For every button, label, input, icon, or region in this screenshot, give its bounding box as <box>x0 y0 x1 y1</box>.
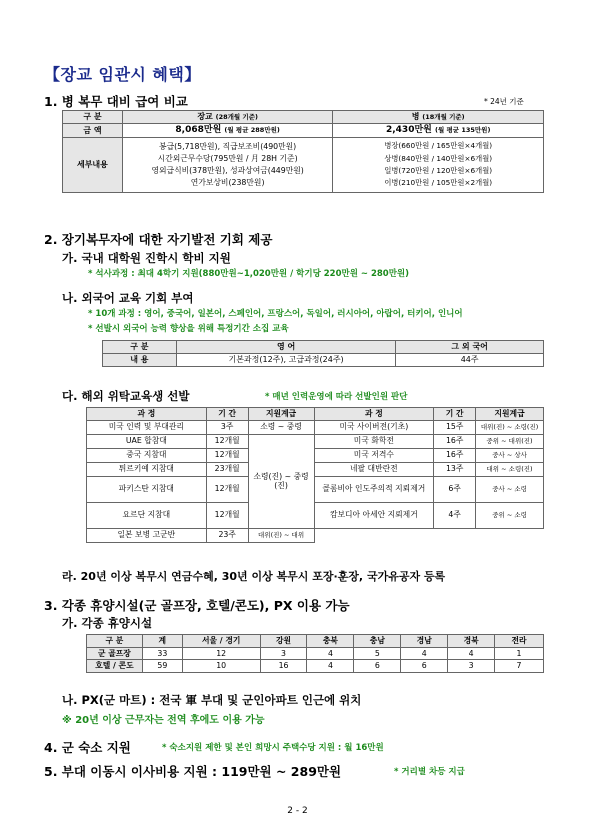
lang-header-english: 영 어 <box>176 341 395 354</box>
overseas-period: 4주 <box>434 502 476 528</box>
resort-cell: 12 <box>182 647 260 660</box>
overseas-course: 중국 지참대 <box>87 448 207 462</box>
overseas-rank: 중위 ~ 대위(진) <box>476 434 544 448</box>
resort-cell: 59 <box>142 660 182 673</box>
section-5-note: * 거리별 차등 지급 <box>394 767 465 777</box>
overseas-course: 콜롬비아 인도주의적 지뢰제거 <box>314 476 434 502</box>
section-2c-note: * 매년 인력운영에 따라 선발인원 판단 <box>265 392 408 402</box>
section-2c-heading: 다. 해외 위탁교육생 선발 <box>62 389 190 403</box>
soldier-amount: 2,430만원 (월 평균 135만원) <box>333 124 544 138</box>
resort-header: 구 분 <box>87 635 143 648</box>
overseas-period: 13주 <box>434 462 476 476</box>
section-2b-note1: * 10개 과정 : 영어, 중국어, 일본어, 스페인어, 프랑스어, 독일어, 러시아어, 아랍어, 터키어, 인니어 <box>88 309 463 319</box>
overseas-period: 15주 <box>434 420 476 434</box>
overseas-course: UAE 합참대 <box>87 434 207 448</box>
overseas-table <box>86 407 544 543</box>
overseas-period: 23개월 <box>206 462 248 476</box>
salary-table <box>62 110 544 193</box>
officer-details <box>122 138 333 193</box>
overseas-course: 미국 저격수 <box>314 448 434 462</box>
resort-cell: 33 <box>142 647 182 660</box>
section-4-heading: 4. 군 숙소 지원 <box>44 740 131 755</box>
lang-row-label: 내 용 <box>103 354 177 367</box>
section-3b-heading: 나. PX(군 마트) : 전국 軍 부대 및 군인아파트 인근에 위치 <box>62 693 362 707</box>
language-table <box>102 340 544 367</box>
resort-cell: 3 <box>448 660 495 673</box>
page-title: 【장교 임관시 혜택】 <box>44 65 201 84</box>
section-2a-note: * 석사과정 : 최대 4학기 지원(880만원~1,020만원 / 학기당 220만원 ~ 280만원) <box>88 269 410 279</box>
overseas-course: 캄보디아 아세안 지뢰제거 <box>314 502 434 528</box>
soldier-detail-line: 일병(720만원 / 120만원×6개월) <box>384 166 493 176</box>
overseas-header: 기 간 <box>206 408 248 421</box>
soldier-detail-line: 상병(840만원 / 140만원×6개월) <box>384 153 493 163</box>
soldier-detail-line: 병장(660만원 / 165만원×4개월) <box>384 141 493 151</box>
resort-cell: 6 <box>354 660 401 673</box>
officer-detail-line: 시간외근무수당(795만원 / 月 28H 기준) <box>157 153 298 163</box>
resort-header: 충북 <box>307 635 354 648</box>
overseas-header: 과 정 <box>314 408 434 421</box>
salary-header-soldier: 병 (18개월 기준) <box>333 111 544 124</box>
overseas-merged-rank: 소령(진) ~ 중령(진) <box>248 434 314 528</box>
overseas-period: 12개월 <box>206 448 248 462</box>
resort-cell: 16 <box>260 660 307 673</box>
resort-header: 경북 <box>448 635 495 648</box>
section-3b-note: ※ 20년 이상 근무자는 전역 후에도 이용 가능 <box>62 715 265 726</box>
officer-amount: 8,068만원 (월 평균 288만원) <box>122 124 333 138</box>
resort-cell: 4 <box>307 647 354 660</box>
resort-header: 전라 <box>495 635 544 648</box>
section-3a-heading: 가. 각종 휴양시설 <box>62 616 153 630</box>
overseas-rank: 중사 ~ 상사 <box>476 448 544 462</box>
overseas-period: 16주 <box>434 434 476 448</box>
salary-header-officer: 장교 (28개월 기준) <box>122 111 333 124</box>
lang-header-other: 그 외 국어 <box>396 341 544 354</box>
section-2d-text: 라. 20년 이상 복무시 연금수혜, 30년 이상 복무시 포장·훈장, 국가유공자 등록 <box>62 570 446 583</box>
overseas-course: 미국 화학전 <box>314 434 434 448</box>
soldier-detail-line: 이병(210만원 / 105만원×2개월) <box>384 178 493 188</box>
overseas-period: 23주 <box>206 528 248 542</box>
overseas-period: 6주 <box>434 476 476 502</box>
overseas-header: 기 간 <box>434 408 476 421</box>
lang-other-content: 44주 <box>396 354 544 367</box>
lang-english-content: 기본과정(12주), 고급과정(24주) <box>176 354 395 367</box>
overseas-course: 미국 인력 및 부대관리 <box>87 420 207 434</box>
resort-cell: 5 <box>354 647 401 660</box>
overseas-period: 12개월 <box>206 434 248 448</box>
overseas-period: 12개월 <box>206 502 248 528</box>
page-number: 2 - 2 <box>287 806 308 816</box>
resort-cell: 4 <box>401 647 448 660</box>
section-2a-heading: 가. 국내 대학원 진학시 학비 지원 <box>62 251 231 265</box>
overseas-header: 지원계급 <box>476 408 544 421</box>
section-1-heading: 1. 병 복무 대비 급여 비교 <box>44 94 188 109</box>
overseas-header: 지원계급 <box>248 408 314 421</box>
officer-detail-line: 연가보상비(238만원) <box>190 178 265 188</box>
overseas-rank: 소령 ~ 중령 <box>248 420 314 434</box>
resort-header: 계 <box>142 635 182 648</box>
overseas-rank: 중사 ~ 소령 <box>476 476 544 502</box>
resort-table <box>86 634 544 673</box>
resort-row-label: 호텔 / 콘도 <box>87 660 143 673</box>
section-3-heading: 3. 각종 휴양시설(군 골프장, 호텔/콘도), PX 이용 가능 <box>44 598 350 613</box>
overseas-course: 파키스탄 지참대 <box>87 476 207 502</box>
officer-detail-line: 영외급식비(378만원), 성과상여금(449만원) <box>151 166 304 176</box>
resort-cell: 4 <box>448 647 495 660</box>
lang-header-label: 구 분 <box>103 341 177 354</box>
overseas-course: 미국 사이버전(기초) <box>314 420 434 434</box>
overseas-rank: 대위(진) ~ 대위 <box>248 528 314 542</box>
resort-cell: 10 <box>182 660 260 673</box>
overseas-course: 네팔 대반란전 <box>314 462 434 476</box>
overseas-course: 튀르키예 지참대 <box>87 462 207 476</box>
section-1-note: * 24년 기준 <box>484 97 524 106</box>
officer-detail-line: 봉급(5,718만원), 직급보조비(490만원) <box>159 141 297 151</box>
resort-cell: 3 <box>260 647 307 660</box>
overseas-period: 12개월 <box>206 476 248 502</box>
salary-header-label: 구 분 <box>63 111 123 124</box>
resort-row-label: 군 골프장 <box>87 647 143 660</box>
overseas-rank: 대위 ~ 소령(진) <box>476 462 544 476</box>
overseas-course: 일본 보병 고군반 <box>87 528 207 542</box>
resort-header: 서울 / 경기 <box>182 635 260 648</box>
section-2b-note2: * 선발시 외국어 능력 향상을 위해 특정기간 소집 교육 <box>88 324 289 334</box>
salary-detail-label: 세부내용 <box>63 138 123 193</box>
overseas-empty-cell <box>314 528 544 542</box>
overseas-header: 과 정 <box>87 408 207 421</box>
resort-cell: 1 <box>495 647 544 660</box>
resort-header: 경남 <box>401 635 448 648</box>
section-2-heading: 2. 장기복무자에 대한 자기발전 기회 제공 <box>44 232 273 247</box>
section-5-heading: 5. 부대 이동시 이사비용 지원 : 119만원 ~ 289만원 <box>44 764 342 779</box>
overseas-period: 3주 <box>206 420 248 434</box>
salary-amount-label: 금 액 <box>63 124 123 138</box>
resort-cell: 7 <box>495 660 544 673</box>
section-4-note: * 숙소지원 제한 및 본인 희망시 주택수당 지원 : 월 16만원 <box>162 743 384 753</box>
overseas-rank: 중위 ~ 소령 <box>476 502 544 528</box>
soldier-details <box>333 138 544 193</box>
resort-header: 강원 <box>260 635 307 648</box>
overseas-rank: 대위(진) ~ 소령(진) <box>476 420 544 434</box>
overseas-course: 요르단 지참대 <box>87 502 207 528</box>
resort-cell: 4 <box>307 660 354 673</box>
resort-header: 충남 <box>354 635 401 648</box>
resort-cell: 6 <box>401 660 448 673</box>
section-2b-heading: 나. 외국어 교육 기회 부여 <box>62 291 194 305</box>
overseas-period: 16주 <box>434 448 476 462</box>
